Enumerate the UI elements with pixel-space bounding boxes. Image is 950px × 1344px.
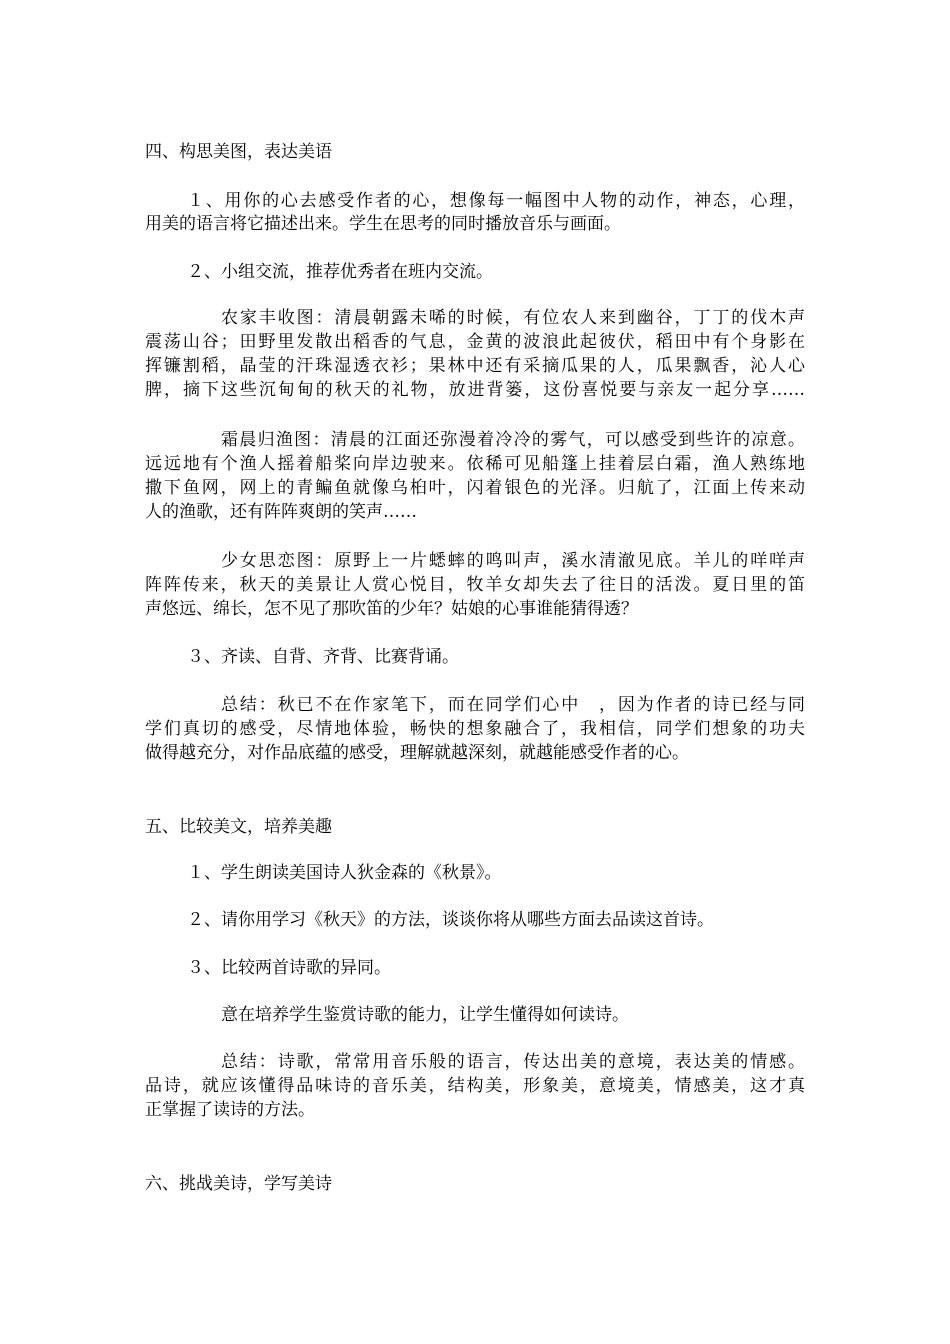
s4-p3-line3: 挥镰割稻，晶莹的汗珠湿透衣衫；果林中还有采摘瓜果的人，瓜果飘香，沁人心 <box>145 356 805 376</box>
s4-p4-line2: 远远地有个渔人摇着船桨向岸边驶来。依稀可见船篷上挂着层白霜，渔人熟练地 <box>145 454 805 474</box>
s4-p7-line3: 做得越充分，对作品底蕴的感受，理解就越深刻，就越能感受作者的心。 <box>145 743 689 763</box>
s4-p5-line2: 阵阵传来，秋天的美景让人赏心悦目，牧羊女却失去了往日的活泼。夏日里的笛 <box>145 575 805 595</box>
s4-p4-line1: 霜晨归渔图：清晨的江面还弥漫着冷冷的雾气，可以感受到些许的凉意。 <box>221 430 805 450</box>
s4-p5-line3: 声悠远、绵长，怎不见了那吹笛的少年？姑娘的心事谁能猜得透？ <box>145 599 638 619</box>
s4-p3-line1: 农家丰收图：清晨朝露未唏的时候，有位农人来到幽谷，丁丁的伐木声 <box>221 308 805 328</box>
s4-p6: ３、齐读、自背、齐背、比赛背诵。 <box>187 647 459 667</box>
s4-p7-line1: 总结：秋已不在作家笔下，而在同学们心中 ，因为作者的诗已经与同 <box>221 695 805 715</box>
s4-p4-line4: 人的渔歌，还有阵阵爽朗的笑声…… <box>145 502 417 522</box>
s5-p2: ２、请你用学习《秋天》的方法，谈谈你将从哪些方面去品读这首诗。 <box>187 910 714 930</box>
s4-p4-line3: 撒下鱼网，网上的青鳊鱼就像乌桕叶，闪着银色的光泽。归航了，江面上传来动 <box>145 478 805 498</box>
s5-p3: ３、比较两首诗歌的异同。 <box>187 958 391 978</box>
s5-p5-line3: 正掌握了读诗的方法。 <box>145 1100 315 1120</box>
s4-p7-line2: 学们真切的感受，尽情地体验，畅快的想象融合了，我相信，同学们想象的功夫 <box>145 719 805 739</box>
section-heading-5: 五、比较美文，培养美趣 <box>145 817 332 837</box>
section-heading-4: 四、构思美图，表达美语 <box>145 142 332 162</box>
s4-p3-line4: 脾，摘下这些沉甸甸的秋天的礼物，放进背篓，这份喜悦要与亲友一起分享…… <box>145 380 805 400</box>
s4-p3-line2: 震荡山谷；田野里发散出稻香的气息，金黄的波浪此起彼伏，稻田中有个身影在 <box>145 332 805 352</box>
s4-p5-line1: 少女思恋图：原野上一片蟋蟀的鸣叫声，溪水清澈见底。羊儿的咩咩声 <box>221 551 805 571</box>
s4-p1-line2: 用美的语言将它描述出来。学生在思考的同时播放音乐与画面。 <box>145 214 621 234</box>
s5-p5-line2: 品诗，就应该懂得品味诗的音乐美，结构美，形象美，意境美，情感美，这才真 <box>145 1076 805 1096</box>
section-heading-6: 六、挑战美诗，学写美诗 <box>145 1174 332 1194</box>
s5-p5-line1: 总结：诗歌，常常用音乐般的语言，传达出美的意境，表达美的情感。 <box>221 1052 805 1072</box>
s5-p1: １、学生朗读美国诗人狄金森的《秋景》。 <box>187 863 502 883</box>
s4-p1-line1: １、用你的心去感受作者的心，想像每一幅图中人物的动作，神态，心理， <box>187 191 805 211</box>
s4-p2: ２、小组交流，推荐优秀者在班内交流。 <box>187 262 493 282</box>
s5-p4: 意在培养学生鉴赏诗歌的能力，让学生懂得如何读诗。 <box>221 1005 629 1025</box>
